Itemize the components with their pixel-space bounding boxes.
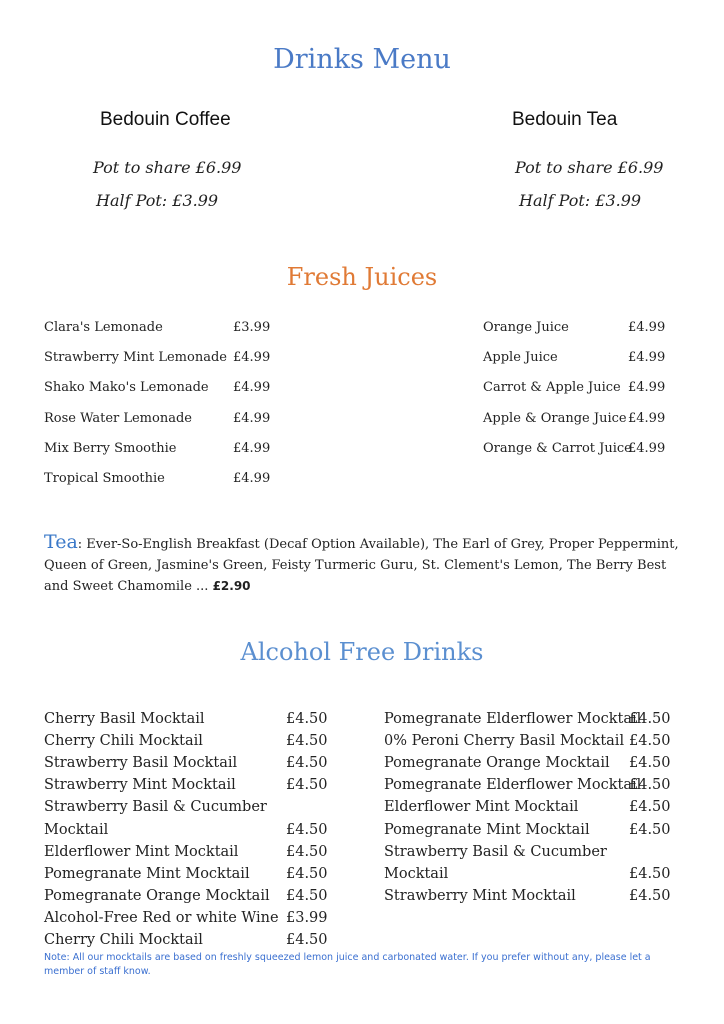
- mocktail-item-name: Strawberry Basil Mocktail: [44, 755, 238, 772]
- tea-pot-heading: Bedouin Tea: [512, 109, 618, 130]
- juice-item-name: Strawberry Mint Lemonade: [44, 350, 227, 366]
- mocktail-item-price: £4.50: [629, 865, 671, 882]
- coffee-pot-price: Pot to share £6.99: [93, 158, 242, 177]
- tea-paragraph: [44, 532, 686, 597]
- mocktail-item-price: £4.50: [286, 843, 328, 860]
- juice-item-price: £4.99: [628, 380, 666, 396]
- mocktail-item-name: Strawberry Mint Mocktail: [44, 777, 236, 794]
- mocktail-item-price: £4.50: [629, 887, 671, 904]
- mocktail-item-name: Strawberry Basil & Cucumber: [44, 799, 267, 816]
- mocktail-item-price: £4.50: [629, 733, 671, 750]
- juice-item-name: Rose Water Lemonade: [44, 410, 192, 426]
- juice-item-price: £4.99: [628, 350, 666, 366]
- mocktail-item-name: Alcohol-Free Red or white Wine: [44, 909, 279, 926]
- mocktail-item-name: Cherry Basil Mocktail: [44, 711, 205, 727]
- mocktail-item-name: Mocktail: [44, 821, 109, 838]
- juice-item-name: Shako Mako's Lemonade: [44, 380, 209, 396]
- mocktail-note: Note: All our mocktails are based on freshly squeezed lemon juice and carbonated water. If you prefer without any, please let a member of staff know.: [44, 952, 651, 977]
- mocktail-item-name: Pomegranate Mint Mocktail: [384, 821, 590, 838]
- juice-item-price: £4.99: [628, 320, 666, 335]
- mocktail-item-name: Elderflower Mint Mocktail: [44, 843, 239, 860]
- mocktail-item-price: £4.50: [629, 799, 671, 816]
- juice-item-name: Apple & Orange Juice: [483, 410, 627, 426]
- juice-item-name: Clara's Lemonade: [44, 320, 163, 335]
- mocktail-item-price: £3.99: [286, 909, 328, 926]
- tea-label: Tea: [44, 531, 78, 553]
- mocktail-item-price: £4.50: [286, 733, 328, 750]
- juice-item-name: Apple Juice: [483, 350, 558, 366]
- mocktail-item-price: £4.50: [286, 932, 328, 948]
- mocktail-item-name: Pomegranate Orange Mocktail: [44, 887, 270, 904]
- mocktail-item-price: £4.50: [286, 887, 328, 904]
- mocktail-item-name: Strawberry Mint Mocktail: [384, 887, 576, 904]
- tea-list: : Ever-So-English Breakfast (Decaf Option Available), The Earl of Grey, Proper Peppermint, Queen of Green, Jasmine's Green, Feisty Turmeric Guru, St. Clement's Lemon, The Berry Best and Sweet Chamomile ...: [44, 537, 679, 594]
- tea-price: £2.90: [212, 579, 251, 593]
- juice-item-price: £4.99: [233, 471, 271, 486]
- mocktail-item-name: Pomegranate Elderflower Mocktail: [384, 711, 642, 727]
- alcohol-free-heading: Alcohol Free Drinks: [240, 638, 484, 666]
- page-title: Drinks Menu: [273, 44, 451, 75]
- fresh-juices-heading: Fresh Juices: [286, 263, 438, 291]
- mocktail-item-name: Cherry Chili Mocktail: [44, 932, 203, 948]
- juice-item-price: £4.99: [233, 380, 271, 396]
- mocktail-item-name: Pomegranate Orange Mocktail: [384, 755, 610, 772]
- juice-item-price: £4.99: [233, 440, 271, 456]
- mocktail-item-price: £4.50: [629, 755, 671, 772]
- coffee-heading: Bedouin Coffee: [100, 109, 231, 130]
- juice-item-price: £4.99: [233, 410, 271, 426]
- juice-item-name: Orange & Carrot Juice: [483, 440, 632, 456]
- mocktail-item-price: £4.50: [629, 777, 671, 794]
- mocktail-item-price: £4.50: [286, 865, 328, 882]
- mocktail-item-price: £4.50: [629, 821, 671, 838]
- mocktail-item-price: £4.50: [286, 821, 328, 838]
- mocktail-item-name: Cherry Chili Mocktail: [44, 733, 203, 750]
- mocktail-item-price: £4.50: [286, 755, 328, 772]
- mocktail-item-name: 0% Peroni Cherry Basil Mocktail: [384, 733, 625, 750]
- mocktail-item-price: £4.50: [629, 711, 671, 727]
- juice-item-name: Carrot & Apple Juice: [483, 380, 621, 396]
- coffee-half-price: Half Pot: £3.99: [96, 191, 219, 210]
- mocktail-item-name: Pomegranate Elderflower Mocktail: [384, 777, 642, 794]
- tea-half-price: Half Pot: £3.99: [519, 191, 642, 210]
- juice-item-name: Tropical Smoothie: [44, 471, 165, 486]
- juice-item-price: £4.99: [628, 440, 666, 456]
- tea-pot-price: Pot to share £6.99: [515, 158, 664, 177]
- juice-item-price: £4.99: [628, 410, 666, 426]
- mocktail-item-name: Elderflower Mint Mocktail: [384, 799, 579, 816]
- mocktail-item-name: Strawberry Basil & Cucumber: [384, 843, 607, 860]
- mocktail-item-price: £4.50: [286, 777, 328, 794]
- juice-item-price: £3.99: [233, 320, 271, 335]
- mocktail-item-name: Pomegranate Mint Mocktail: [44, 865, 250, 882]
- mocktail-item-name: Mocktail: [384, 865, 449, 882]
- mocktail-item-price: £4.50: [286, 711, 328, 727]
- juice-item-name: Mix Berry Smoothie: [44, 440, 177, 456]
- juice-item-price: £4.99: [233, 350, 271, 366]
- juice-item-name: Orange Juice: [483, 320, 569, 335]
